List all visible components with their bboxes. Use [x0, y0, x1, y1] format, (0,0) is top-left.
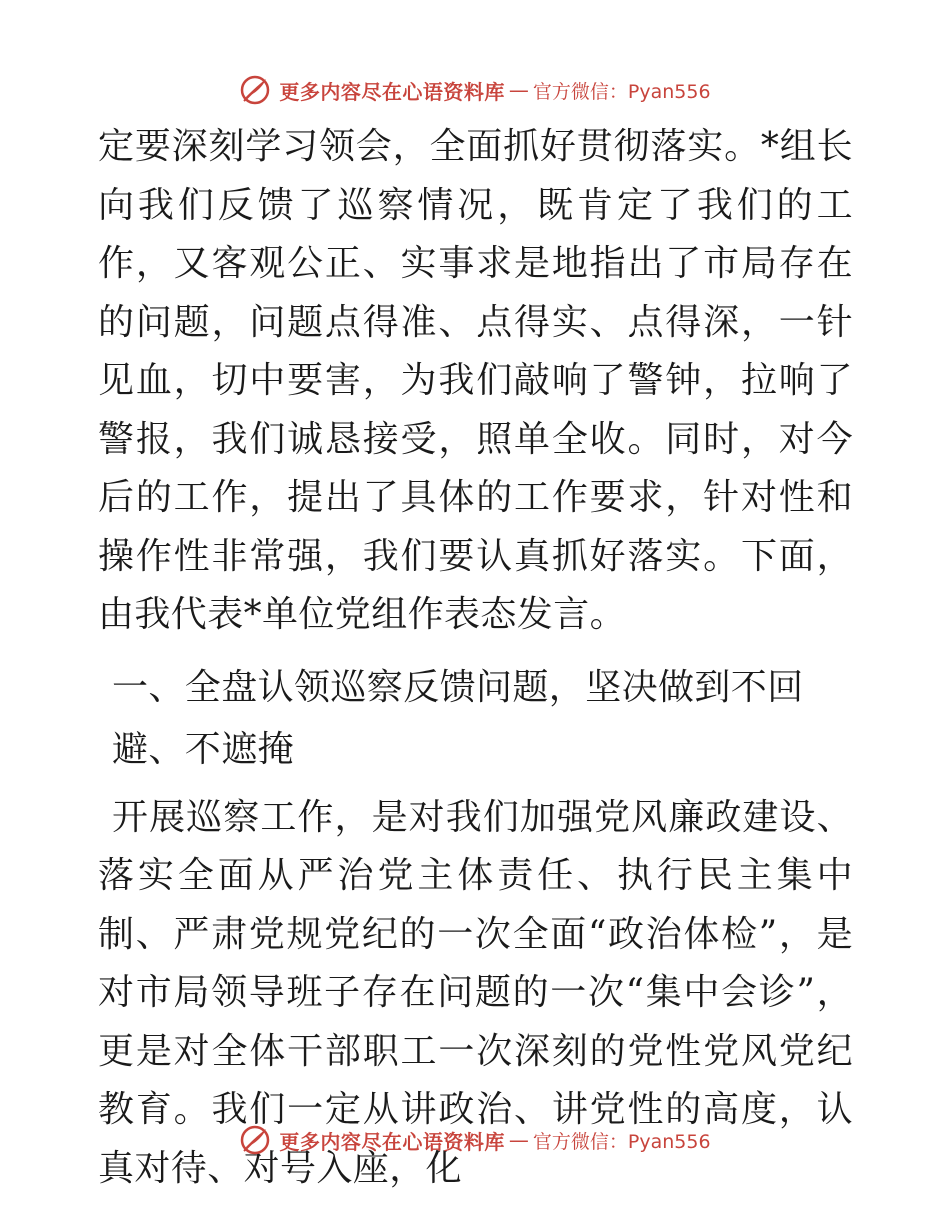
header-banner — [0, 70, 950, 110]
banner-separator: — — [508, 1128, 529, 1152]
banner-wechat: 官方微信：Pyan556 — [532, 1130, 711, 1153]
document-body — [98, 118, 853, 1198]
section-heading: 一、全盘认领巡察反馈问题，坚决做到不回避、不遮掩 — [112, 666, 804, 770]
quill-logo-icon — [239, 1124, 271, 1156]
body-paragraph: 定要深刻学习领会，全面抓好贯彻落实。*组长向我们反馈了巡察情况，既肯定了我们的工作，又客观公正、实事求是地指出了市局存在的问题，问题点得准、点得实、点得深，一针见血，切中要害，为我们敲响了警钟，拉响了警报，我们诚恳接受，照单全收。同时，对今后的工作，提出了具体的工作要求，针对性和操作性非常强，我们要认真抓好落实。下面，由我代表*单位党组作表态发言。 — [98, 126, 853, 635]
banner-text: 更多内容尽在心语资料库 — [279, 79, 505, 104]
body-paragraph: 开展巡察工作，是对我们加强党风廉政建设、落实全面从严治党主体责任、执行民主集中制、严肃党规党纪的一次全面“政治体检”，是对市局领导班子存在问题的一次“集中会诊”，更是对全体干部职工一次深刻的党性党风党纪教育。我们一定从讲政治、讲党性的高度，认真对待、对号入座，化 — [98, 796, 853, 1189]
banner-separator: — — [508, 78, 529, 102]
footer-banner — [0, 1120, 950, 1160]
banner-wechat: 官方微信：Pyan556 — [532, 80, 711, 103]
quill-logo-icon — [239, 74, 271, 106]
banner-text: 更多内容尽在心语资料库 — [279, 1129, 505, 1154]
